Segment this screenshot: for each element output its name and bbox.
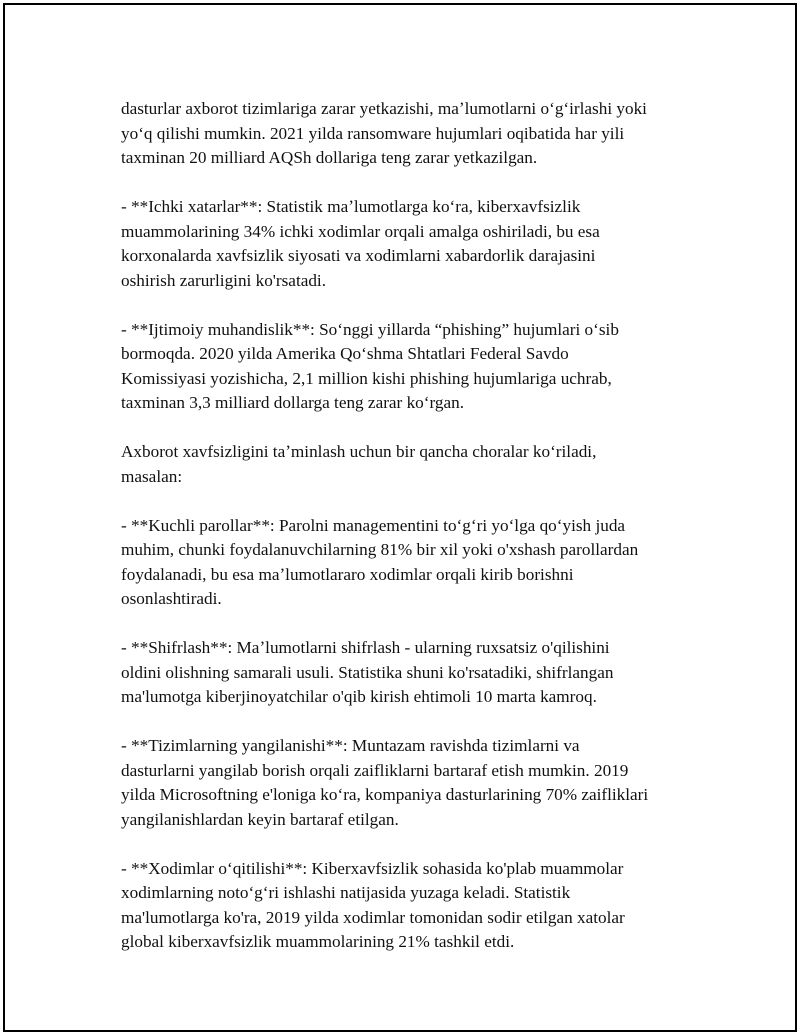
text-line: taxminan 3,3 milliard dollarga teng zarar koʻrgan. (121, 393, 465, 412)
text-line: foydalanadi, bu esa maʼlumotlararo xodimlar orqali kirib borishni (121, 564, 574, 584)
text-line: taxminan 20 milliard AQSh dollariga teng zarar yetkazilgan. (121, 148, 538, 167)
paragraph-system-updates (121, 734, 711, 832)
text-line: oshirish zarurligini ko'rsatadi. (121, 270, 327, 290)
paragraph-measures-intro (121, 440, 711, 489)
text-line: dasturlarni yangilab borish orqali zaifliklarni bartaraf etish mumkin. 2019 (121, 760, 629, 780)
text-line: osonlashtiradi. (121, 589, 222, 608)
text-line: yilda Microsoftning e'loniga koʻra, kompaniya dasturlarining 70% zaifliklari (121, 785, 649, 804)
paragraph-ransomware (121, 97, 711, 171)
paragraph-internal-threats (121, 195, 711, 293)
text-line: - **Tizimlarning yangilanishi**: Muntazam ravishda tizimlarni va (121, 736, 580, 755)
paragraph-social-engineering (121, 318, 711, 416)
text-line: ma'lumotlarga ko'ra, 2019 yilda xodimlar tomonidan sodir etilgan xatolar (121, 907, 625, 927)
text-line: masalan: (121, 466, 183, 486)
paragraph-strong-passwords (121, 514, 711, 612)
text-line: oldini olishning samarali usuli. Statistika shuni ko'rsatadiki, shifrlangan (121, 662, 614, 682)
page-border (3, 3, 797, 1032)
text-line: - **Shifrlash**: Maʼlumotlarni shifrlash - ularning ruxsatsiz o'qilishini (121, 638, 610, 657)
paragraph-encryption (121, 636, 711, 710)
text-line: korxonalarda xavfsizlik siyosati va xodimlarni xabardorlik darajasini (121, 246, 596, 265)
text-line: xodimlarning notoʻgʻri ishlashi natijasida yuzaga keladi. Statistik (121, 883, 571, 902)
text-line: - **Kuchli parollar**: Parolni managementini toʻgʻri yoʻlga qoʻyish juda (121, 515, 626, 535)
text-line: - **Ichki xatarlar**: Statistik maʼlumotlarga koʻra, kiberxavfsizlik (121, 197, 581, 216)
text-line: ma'lumotga kiberjinoyatchilar o'qib kirish ehtimoli 10 marta kamroq. (121, 687, 597, 706)
text-line: bormoqda. 2020 yilda Amerika Qoʻshma Shtatlari Federal Savdo (121, 344, 569, 363)
text-line: yoʻq qilishi mumkin. 2021 yilda ransomware hujumlari oqibatida har yili (121, 123, 625, 143)
text-line: Axborot xavfsizligini taʼminlash uchun bir qancha choralar koʻriladi, (121, 442, 597, 461)
text-line: - **Ijtimoiy muhandislik**: Soʻnggi yillarda “phishing” hujumlari oʻsib (121, 319, 619, 339)
paragraph-staff-training (121, 857, 711, 955)
text-line: Komissiyasi yozishicha, 2,1 million kishi phishing hujumlariga uchrab, (121, 368, 612, 388)
text-line: dasturlar axborot tizimlariga zarar yetkazishi, maʼlumotlarni oʻgʻirlashi yoki (121, 99, 647, 118)
text-line: muammolarining 34% ichki xodimlar orqali amalga oshiriladi, bu esa (121, 221, 600, 241)
text-line: - **Xodimlar oʻqitilishi**: Kiberxavfsizlik sohasida ko'plab muammolar (121, 858, 624, 878)
text-line: yangilanishlardan keyin bartaraf etilgan. (121, 809, 399, 829)
text-line: muhim, chunki foydalanuvchilarning 81% bir xil yoki o'xshash parollardan (121, 540, 639, 559)
document-body (121, 97, 711, 979)
text-line: global kiberxavfsizlik muammolarining 21% tashkil etdi. (121, 932, 515, 951)
